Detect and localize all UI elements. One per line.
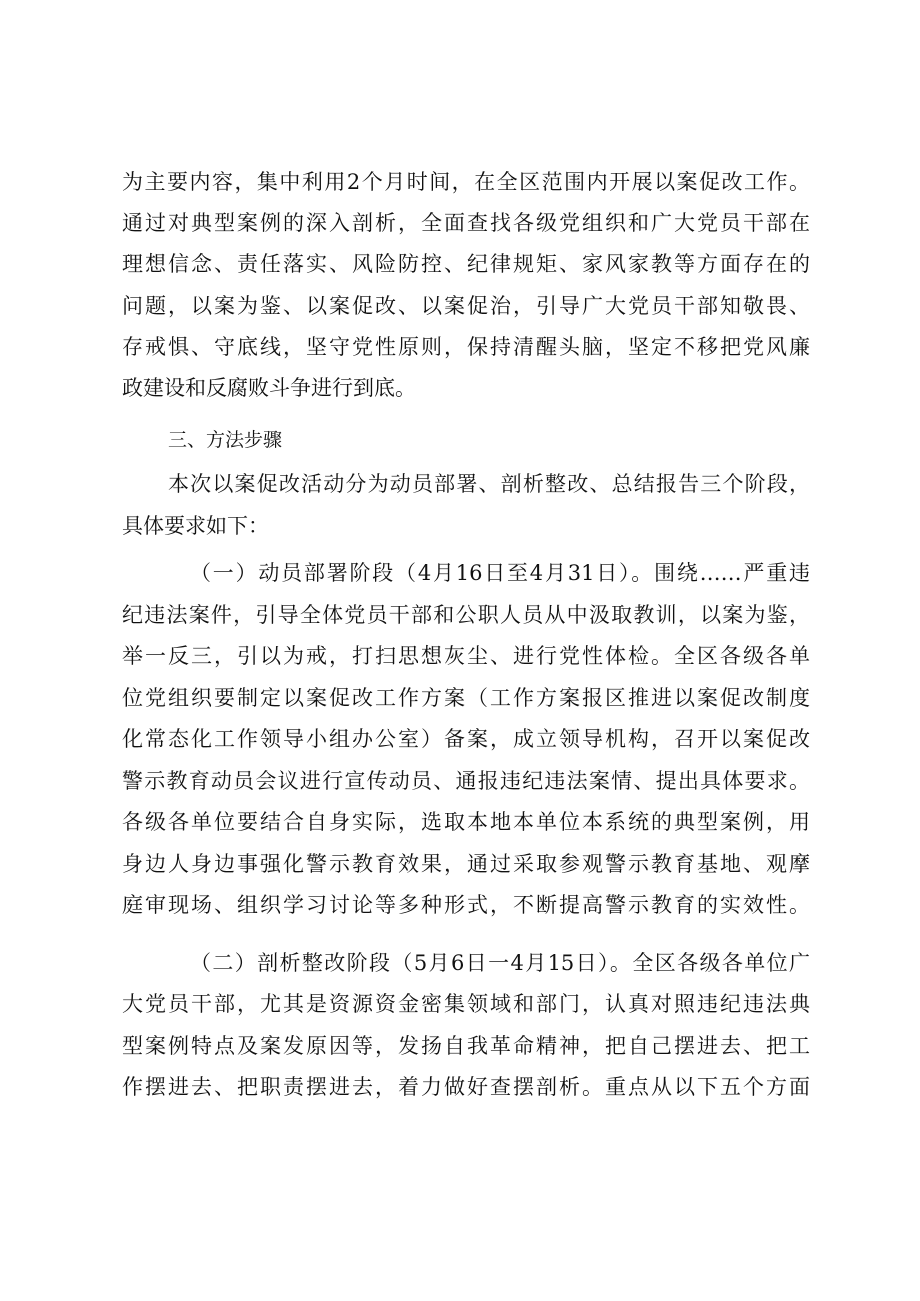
paragraph-line: 作摆进去、把职责摆进去，着力做好查摆剖析。重点从以下五个方面 — [122, 1075, 810, 1099]
paragraph-line: 存戒惧、守底线，坚守党性原则，保持清醒头脑，坚定不移把党风廉 — [122, 335, 810, 359]
paragraph-line: 各级各单位要结合自身实际，选取本地本单位本系统的典型案例，用 — [122, 810, 810, 834]
paragraph-line: （二）剖析整改阶段（5月6日一4月15日）。全区各级各单位广 — [190, 951, 810, 975]
paragraph-line: 通过对典型案例的深入剖析，全面查找各级党组织和广大党员干部在 — [122, 211, 810, 235]
paragraph-line: 政建设和反腐败斗争进行到底。 — [122, 376, 416, 400]
paragraph-line: 纪违法案件，引导全体党员干部和公职人员从中汲取教训，以案为鉴， — [122, 603, 810, 627]
paragraph-line: 本次以案促改活动分为动员部署、剖析整改、总结报告三个阶段， — [168, 472, 810, 496]
paragraph-line: 理想信念、责任落实、风险防控、纪律规矩、家风家教等方面存在的 — [122, 252, 810, 276]
paragraph-line: 举一反三，引以为戒，打扫思想灰尘、进行党性体检。全区各级各单 — [122, 644, 810, 668]
paragraph-line: 具体要求如下： — [122, 514, 269, 538]
paragraph-line: 型案例特点及案发原因等，发扬自我革命精神，把自己摆进去、把工 — [122, 1034, 810, 1058]
paragraph-line: 身边人身边事强化警示教育效果，通过采取参观警示教育基地、观摩 — [122, 852, 810, 876]
paragraph-line: 为主要内容，集中利用2个月时间，在全区范围内开展以案促改工作。 — [122, 170, 810, 194]
paragraph-line: 化常态化工作领导小组办公室）备案，成立领导机构，召开以案促改 — [122, 727, 810, 751]
paragraph-line: 位党组织要制定以案促改工作方案（工作方案报区推进以案促改制度 — [122, 686, 810, 710]
paragraph-line: 庭审现场、组织学习讨论等多种形式，不断提高警示教育的实效性。 — [122, 893, 810, 917]
paragraph-line: 问题，以案为鉴、以案促改、以案促治，引导广大党员干部知敬畏、 — [122, 294, 810, 318]
paragraph-line: 警示教育动员会议进行宣传动员、通报违纪违法案情、提出具体要求。 — [122, 769, 810, 793]
section-heading: 三、方法步骤 — [168, 429, 283, 451]
paragraph-line: 大党员干部，尤其是资源资金密集领域和部门，认真对照违纪违法典 — [122, 992, 810, 1016]
paragraph-line: （一）动员部署阶段（4月16日至4月31日）。围绕……严重违 — [190, 561, 810, 585]
